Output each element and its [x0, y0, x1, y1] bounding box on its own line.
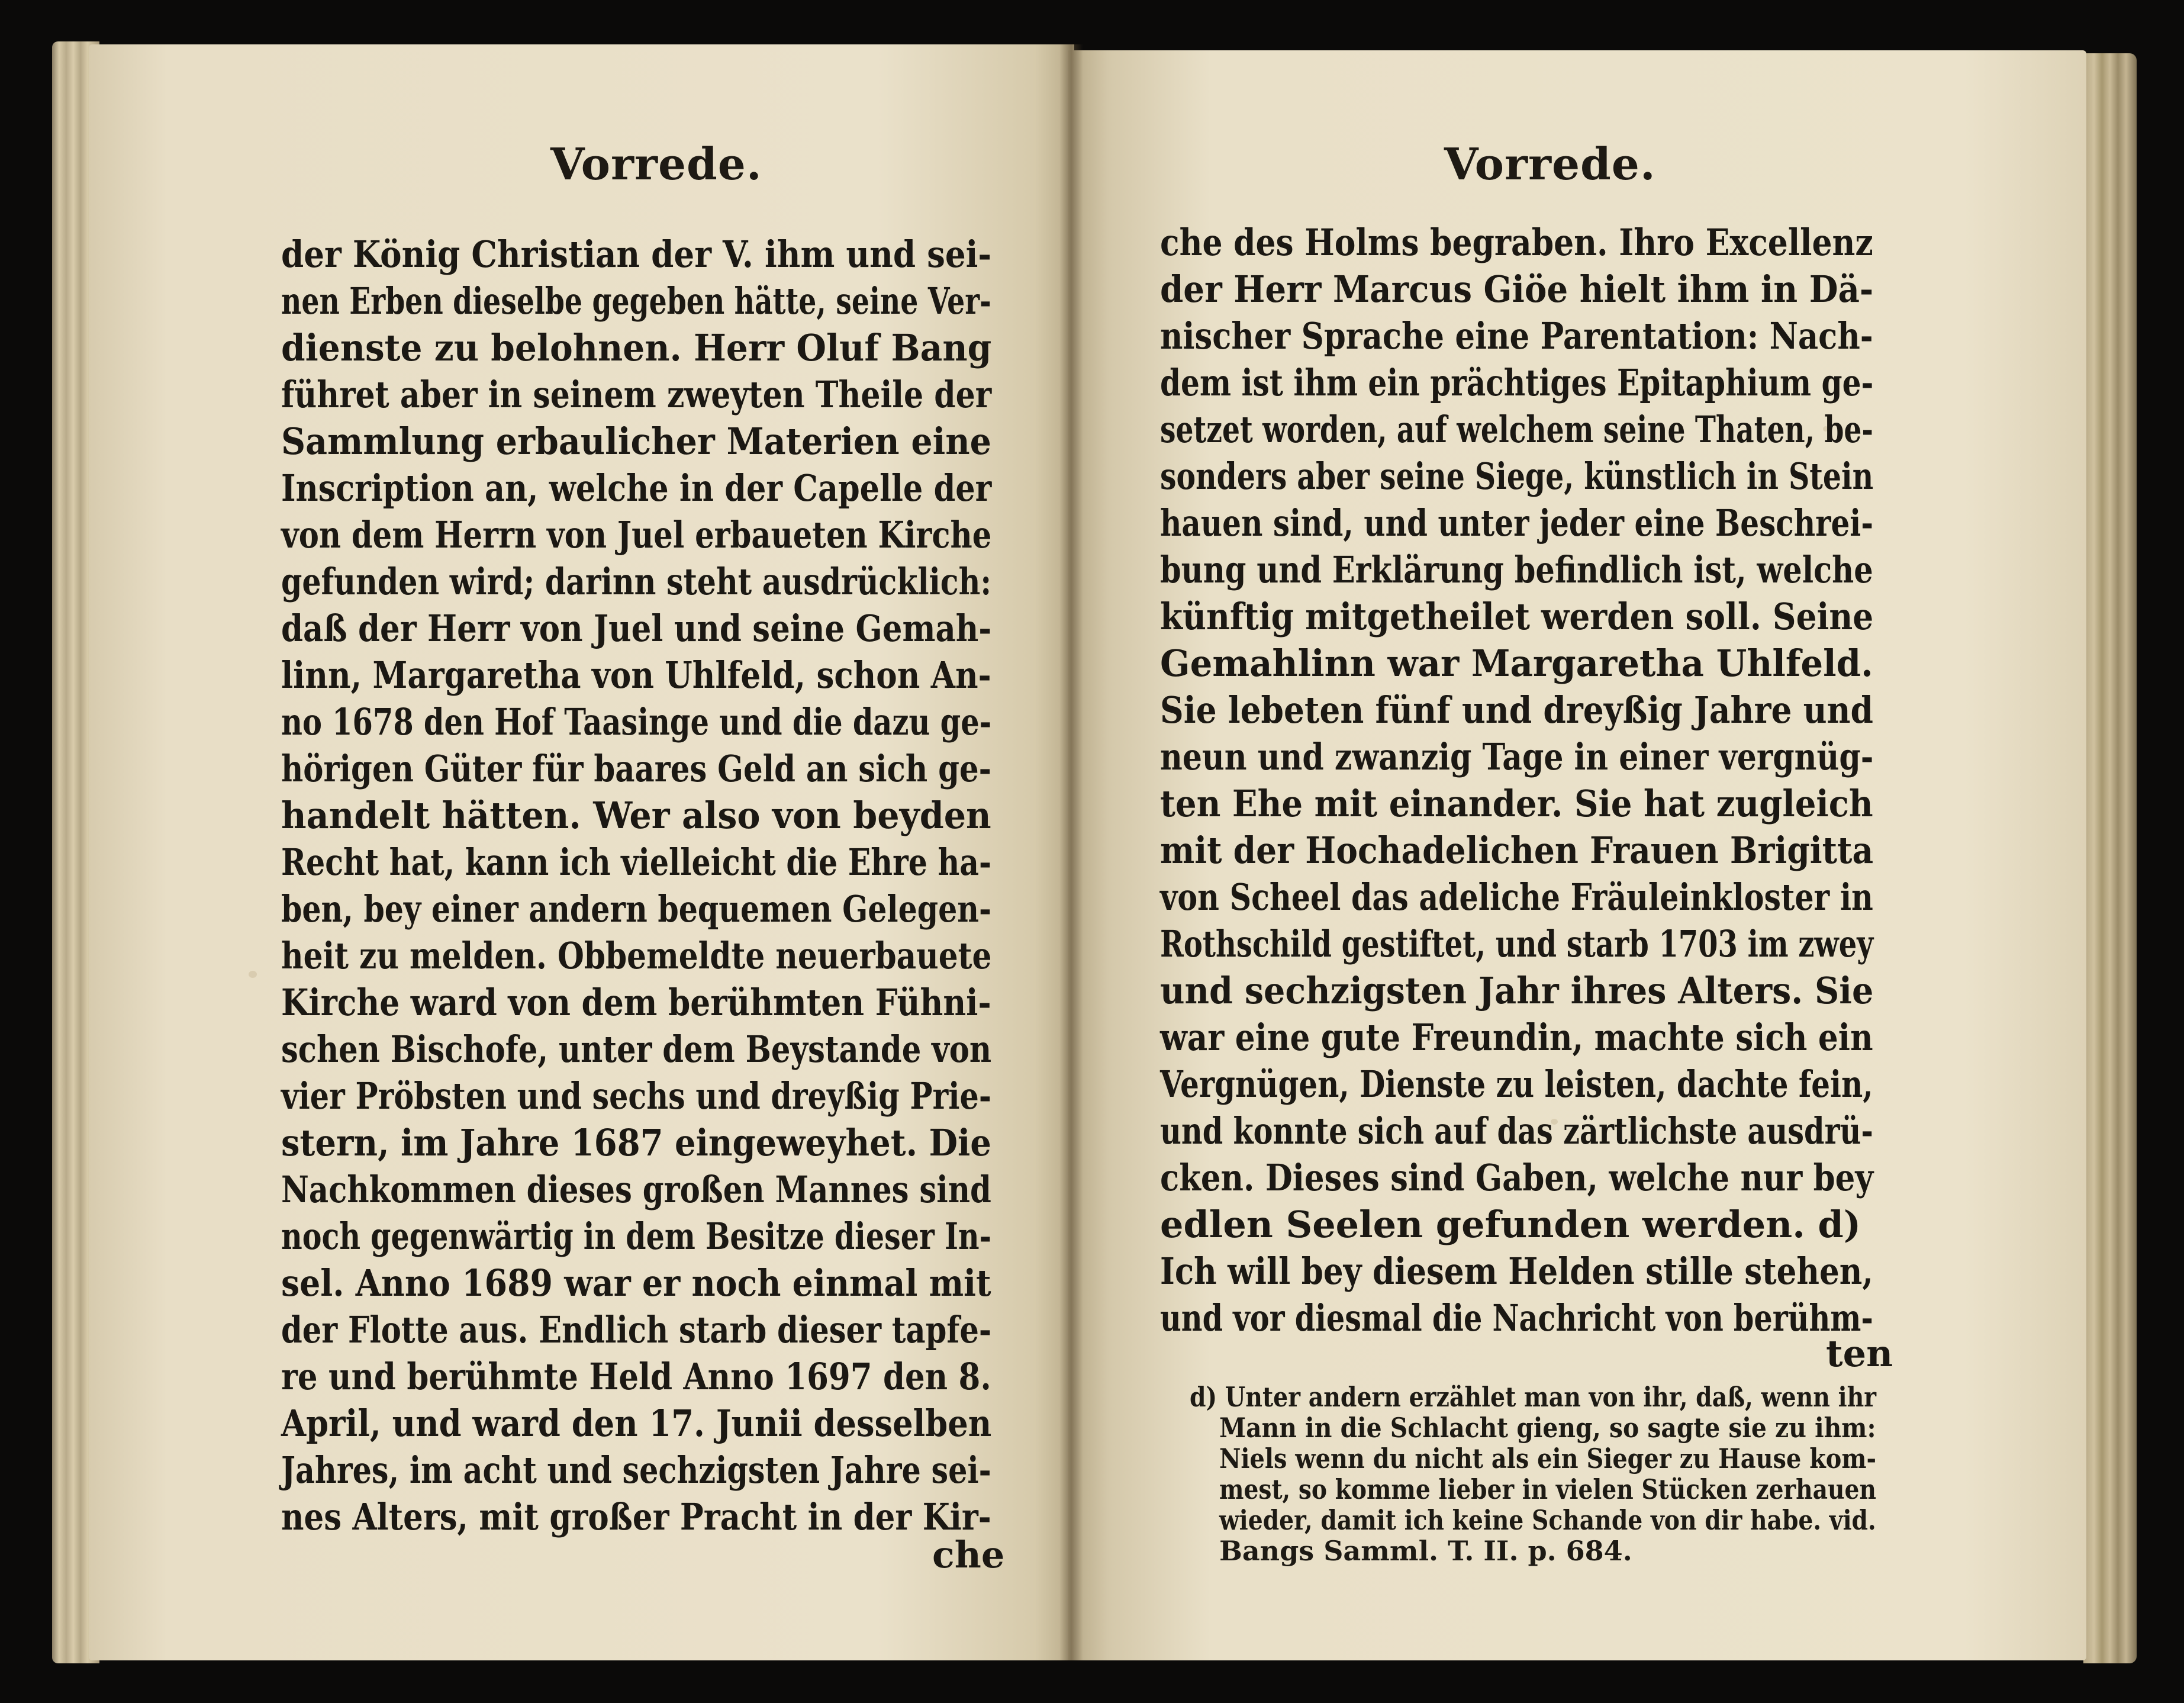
text-line: hörigen Güter für baares Geld an sich ge-: [281, 747, 991, 790]
text-line: Vergnügen, Dienste zu leisten, dachte fein,: [1160, 1063, 1873, 1106]
text-line: heit zu melden. Obbemeldte neuerbauete: [281, 934, 992, 977]
foxing-spot: [249, 971, 257, 978]
text-line: mit der Hochadelichen Frauen Brigitta: [1160, 829, 1874, 872]
text-line: Gemahlinn war Margaretha Uhlfeld.: [1160, 642, 1873, 685]
text-line: führet aber in seinem zweyten Theile der: [281, 373, 992, 416]
left-catchword: che: [932, 1533, 1005, 1576]
text-line: edlen Seelen gefunden werden. d): [1160, 1203, 1861, 1246]
text-line: nischer Sprache eine Parentation: Nach-: [1160, 314, 1873, 358]
text-line: re und berühmte Held Anno 1697 den 8.: [281, 1355, 991, 1398]
footnote-line: Bangs Samml. T. II. p. 684.: [1219, 1535, 1632, 1567]
text-line: April, und ward den 17. Junii desselben: [281, 1402, 992, 1445]
text-line: daß der Herr von Juel und seine Gemah-: [281, 607, 992, 650]
text-line: nen Erben dieselbe gegeben hätte, seine Ver-: [281, 279, 991, 323]
footnote-line: wieder, damit ich keine Schande von dir habe. vid.: [1219, 1504, 1876, 1536]
text-line: Inscription an, welche in der Capelle der: [281, 466, 992, 510]
text-line: dem ist ihm ein prächtiges Epitaphium ge-: [1160, 361, 1874, 404]
text-line: der Flotte aus. Endlich starb dieser tapfe-: [281, 1308, 992, 1351]
text-line: Ich will bey diesem Helden stille stehen,: [1160, 1250, 1873, 1293]
text-line: und vor diesmal die Nachricht von berühm-: [1160, 1296, 1873, 1340]
text-line: cken. Dieses sind Gaben, welche nur bey: [1160, 1156, 1874, 1199]
text-line: bung und Erklärung befindlich ist, welche: [1160, 548, 1873, 591]
left-page-header: Vorrede.: [550, 139, 762, 190]
text-line: hauen sind, und unter jeder eine Beschrei-: [1160, 501, 1874, 545]
text-line: Kirche ward von dem berühmten Fühni-: [281, 981, 991, 1024]
right-page-header: Vorrede.: [1444, 139, 1656, 190]
text-line: sonders aber seine Siege, künstlich in Stein: [1160, 455, 1874, 498]
text-line: Jahres, im acht und sechzigsten Jahre sei-: [281, 1448, 991, 1492]
text-line: handelt hätten. Wer also von beyden: [281, 794, 991, 837]
text-line: linn, Margaretha von Uhlfeld, schon An-: [281, 653, 991, 697]
text-line: war eine gute Freundin, machte sich ein: [1160, 1016, 1873, 1059]
footnote-line: mest, so komme lieber in vielen Stücken zerhauen: [1219, 1473, 1876, 1505]
text-line: der Herr Marcus Giöe hielt ihm in Dä-: [1160, 268, 1874, 311]
text-line: neun und zwanzig Tage in einer vergnüg-: [1160, 735, 1874, 778]
text-line: noch gegenwärtig in dem Besitze dieser In-: [281, 1215, 992, 1258]
text-line: und sechzigsten Jahr ihres Alters. Sie: [1160, 969, 1874, 1012]
text-line: gefunden wird; darinn steht ausdrücklich:: [281, 560, 992, 603]
text-line: Nachkommen dieses großen Mannes sind: [281, 1168, 991, 1211]
text-line: sel. Anno 1689 war er noch einmal mit: [281, 1261, 991, 1305]
text-line: von dem Herrn von Juel erbaueten Kirche: [281, 513, 992, 556]
text-line: von Scheel das adeliche Fräuleinkloster in: [1160, 875, 1873, 919]
text-line: ben, bey einer andern bequemen Gelegen-: [281, 887, 991, 931]
text-line: Sammlung erbaulicher Materien eine: [281, 420, 991, 463]
text-line: der König Christian der V. ihm und sei-: [281, 233, 992, 276]
footnote-line: Niels wenn du nicht als ein Sieger zu Hause kom-: [1219, 1443, 1877, 1475]
text-line: Rothschild gestiftet, und starb 1703 im zwey: [1160, 922, 1874, 965]
text-line: stern, im Jahre 1687 eingeweyhet. Die: [281, 1121, 991, 1164]
text-line: künftig mitgetheilet werden soll. Seine: [1160, 595, 1874, 638]
text-line: vier Pröbsten und sechs und dreyßig Prie-: [281, 1074, 991, 1118]
text-line: ten Ehe mit einander. Sie hat zugleich: [1160, 782, 1873, 825]
text-line: nes Alters, mit großer Pracht in der Kir-: [281, 1495, 991, 1538]
text-line: schen Bischofe, unter dem Beystande von: [281, 1028, 992, 1071]
page-edges-right: [2083, 53, 2137, 1663]
text-line: Sie lebeten fünf und dreyßig Jahre und: [1160, 688, 1873, 732]
right-catchword: ten: [1826, 1332, 1893, 1375]
text-line: Recht hat, kann ich vielleicht die Ehre ha-: [281, 841, 992, 884]
text-line: und konnte sich auf das zärtlichste ausdrü-: [1160, 1109, 1873, 1152]
text-line: che des Holms begraben. Ihro Excellenz: [1160, 221, 1873, 264]
footnote-line: d) Unter andern erzählet man von ihr, daß, wenn ihr: [1190, 1381, 1877, 1413]
text-line: dienste zu belohnen. Herr Oluf Bang: [281, 326, 992, 369]
book-gutter: [1059, 44, 1083, 1660]
footnote-line: Mann in die Schlacht gieng, so sagte sie zu ihm:: [1219, 1412, 1876, 1444]
text-line: no 1678 den Hof Taasinge und die dazu ge-: [281, 700, 992, 743]
text-line: setzet worden, auf welchem seine Thaten, be-: [1160, 408, 1873, 451]
